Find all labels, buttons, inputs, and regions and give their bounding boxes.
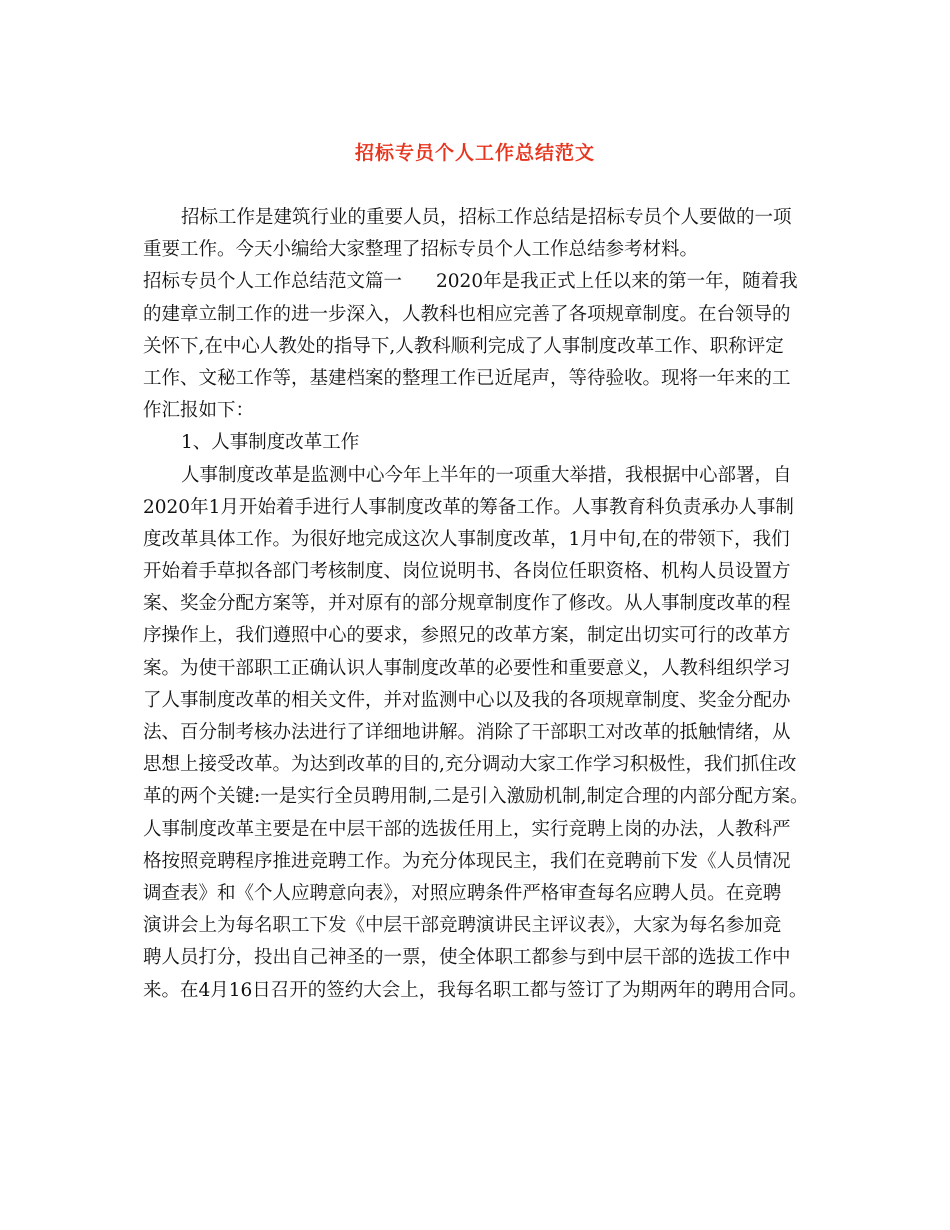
text-line: 序操作上，我们遵照中心的要求，参照兄的改革方案，制定出切实可行的改革方: [143, 625, 791, 647]
text-line: 工作、文秘工作等，基建档案的整理工作已近尾声，等待验收。现将一年来的工: [143, 367, 791, 389]
text-line: 格按照竞聘程序推进竞聘工作。为充分体现民主，我们在竞聘前下发《人员情况: [143, 850, 791, 872]
text-line: 人事制度改革是监测中心今年上半年的一项重大举措，我根据中心部署，自: [181, 464, 792, 486]
section-heading: 招标专员个人工作总结范文篇一: [143, 271, 403, 293]
text-line: 作汇报如下：: [143, 400, 255, 422]
text-line: 的建章立制工作的进一步深入，人教科也相应完善了各项规章制度。在台领导的: [143, 303, 791, 325]
text-line: 调查表》和《个人应聘意向表》，对照应聘条件严格审查每名应聘人员。在竞聘: [143, 882, 782, 904]
text-line: 来。在4月16日召开的签约大会上，我每名职工都与签订了为期两年的聘用合同。: [143, 979, 808, 1001]
text-line: [143, 266, 823, 298]
document-body: [143, 202, 823, 1007]
text-line: 重要工作。今天小编给大家整理了招标专员个人工作总结参考材料。: [143, 239, 699, 261]
subsection-heading: 1、人事制度改革工作: [181, 432, 360, 454]
text-line: 2020年1月开始着手进行人事制度改革的筹备工作。人事教育科负责承办人事制: [143, 496, 794, 518]
text-line: 开始着手草拟各部门考核制度、岗位说明书、各岗位任职资格、机构人员设置方: [143, 561, 791, 583]
text-line: 思想上接受改革。为达到改革的目的,充分调动大家工作学习积极性，我们抓住改: [143, 754, 797, 776]
text-line: 案、奖金分配方案等，并对原有的部分规章制度作了修改。从人事制度改革的程: [143, 593, 791, 615]
text-line: 招标工作是建筑行业的重要人员，招标工作总结是招标专员个人要做的一项: [181, 207, 792, 228]
text-line: 关怀下,在中心人教处的指导下,人教科顺利完成了人事制度改革工作、职称评定: [143, 335, 784, 357]
text-line: 人事制度改革主要是在中层干部的选拔任用上，实行竞聘上岗的办法，人教科严: [143, 818, 791, 840]
text-line-continuation: 2020年是我正式上任以来的第一年，随着我: [436, 271, 798, 293]
document-title: 招标专员个人工作总结范文: [354, 142, 595, 164]
text-line: 革的两个关键:一是实行全员聘用制,二是引入激励机制,制定合理的内部分配方案。: [143, 786, 809, 808]
text-line: 聘人员打分，投出自己神圣的一票，使全体职工都参与到中层干部的选拔工作中: [143, 947, 791, 969]
text-line: 法、百分制考核办法进行了详细地讲解。消除了干部职工对改革的抵触情绪，从: [143, 722, 791, 743]
text-line: 演讲会上为每名职工下发《中层干部竞聘演讲民主评议表》，大家为每名参加竞: [143, 915, 782, 937]
text-line: 了人事制度改革的相关文件，并对监测中心以及我的各项规章制度、奖金分配办: [143, 689, 791, 711]
text-line: 度改革具体工作。为很好地完成这次人事制度改革，1月中旬,在的带领下，我们: [143, 528, 790, 550]
text-line: 案。为使干部职工正确认识人事制度改革的必要性和重要意义，人教科组织学习: [143, 657, 791, 679]
